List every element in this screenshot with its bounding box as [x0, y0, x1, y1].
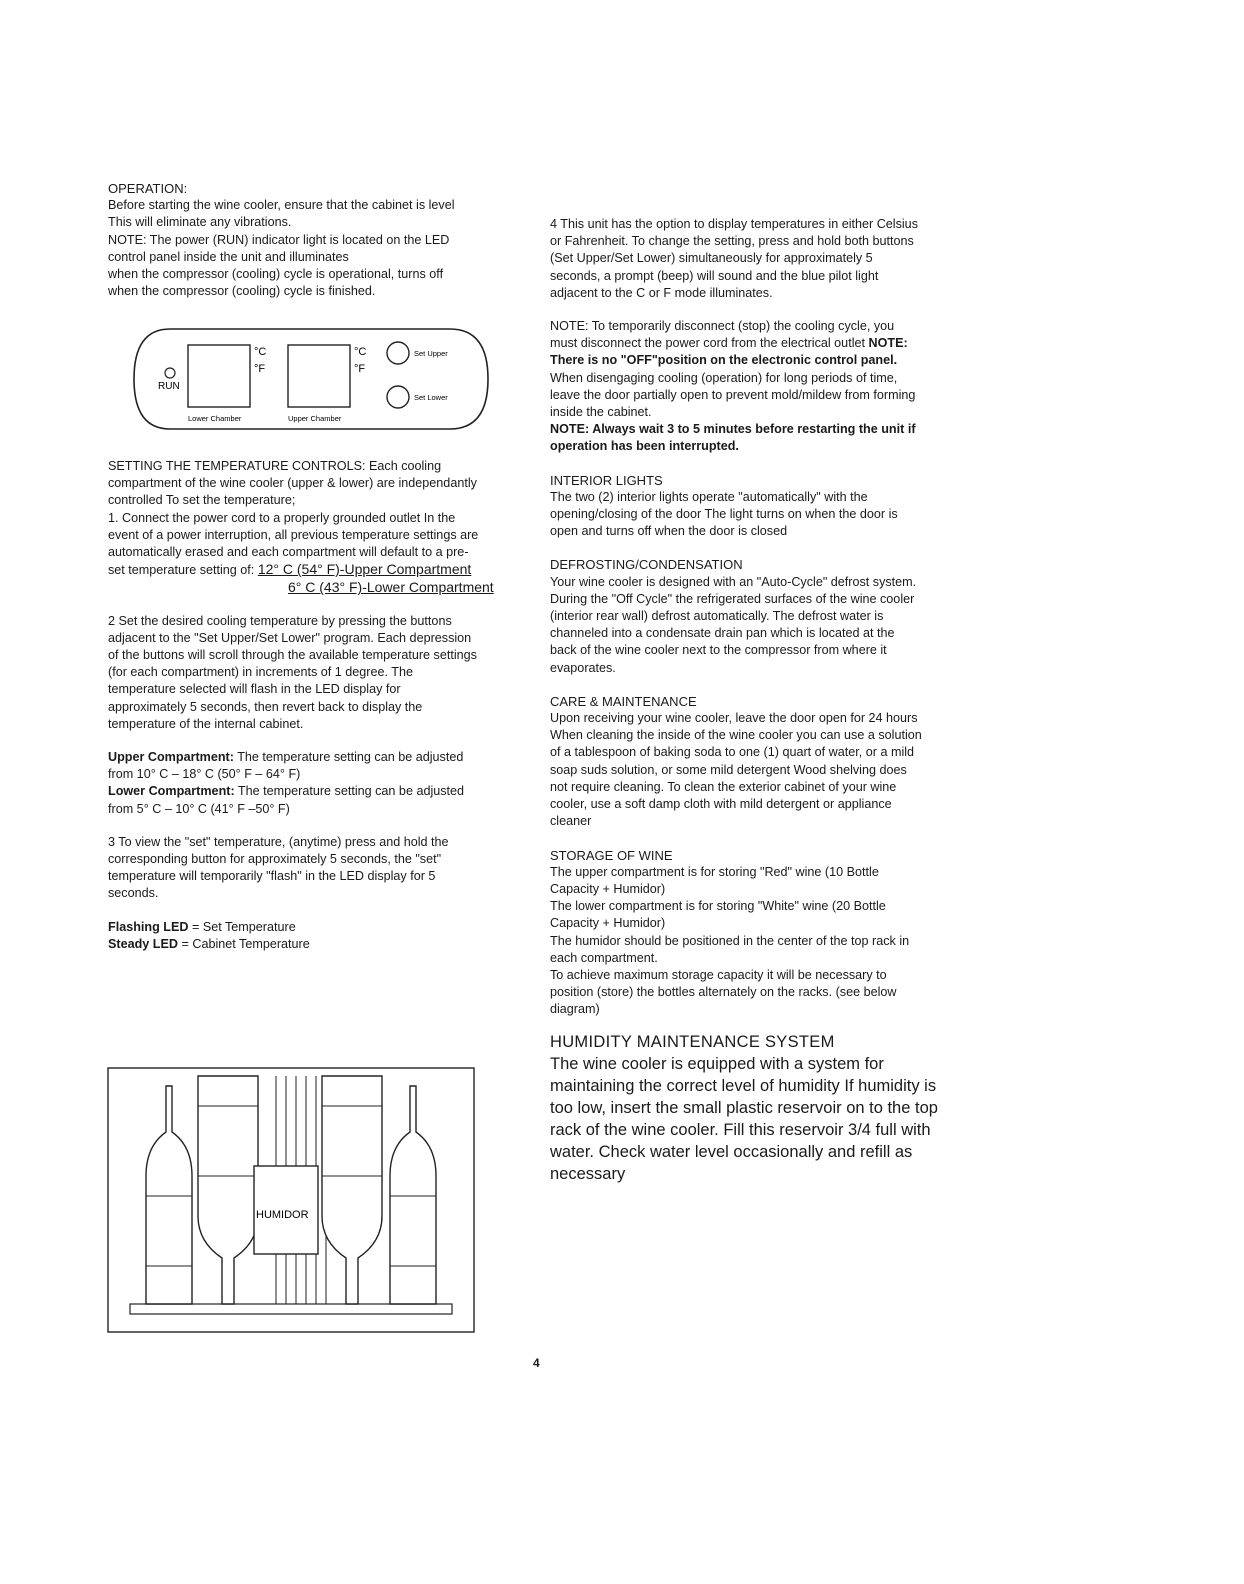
page-number: 4: [533, 1356, 540, 1370]
interior-line: The two (2) interior lights operate "automatically" with the: [550, 489, 868, 504]
storage-line: diagram): [550, 1002, 600, 1017]
upper-compartment-range: from 10° C – 18° C (50° F – 64° F): [108, 767, 301, 782]
step4-line: or Fahrenheit. To change the setting, press and hold both buttons: [550, 234, 914, 249]
set-upper-button-icon: [387, 342, 409, 364]
storage-line: position (store) the bottles alternately on the racks. (see below: [550, 985, 897, 1000]
humidity-line: rack of the wine cooler. Fill this reservoir 3/4 full with: [550, 1120, 931, 1139]
wine-rack-diagram: [106, 1066, 476, 1336]
operation-heading: OPERATION:: [108, 181, 188, 196]
step3-line: seconds.: [108, 886, 159, 901]
storage-line: Capacity + Humidor): [550, 881, 666, 896]
note-label: NOTE:: [865, 336, 908, 351]
storage-line: To achieve maximum storage capacity it will be necessary to: [550, 967, 887, 982]
storage-heading: STORAGE OF WINE: [550, 847, 673, 863]
humidity-line: The wine cooler is equipped with a system for: [550, 1054, 884, 1073]
interior-heading: INTERIOR LIGHTS: [550, 472, 663, 488]
flashing-led-label: Flashing LED: [108, 919, 189, 934]
interior-line: opening/closing of the door The light turns on when the door is: [550, 507, 898, 522]
care-line: of a tablespoon of baking soda to one (1) quart of water, or a mild: [550, 745, 915, 760]
care-heading: CARE & MAINTENANCE: [550, 693, 697, 709]
storage-line: The humidor should be positioned in the center of the top rack in: [550, 933, 910, 948]
right-column: [550, 216, 980, 1185]
operation-line: when the compressor (cooling) cycle is operational, turns off: [108, 267, 444, 282]
note-wait: operation has been interrupted.: [550, 439, 739, 454]
humidity-heading: HUMIDITY MAINTENANCE SYSTEM: [550, 1032, 835, 1051]
lower-compartment-text: The temperature setting can be adjusted: [234, 784, 465, 799]
setting-line: SETTING THE TEMPERATURE CONTROLS: Each cooling: [108, 459, 442, 473]
rack-shelf: [130, 1304, 452, 1314]
step2-line: adjacent to the "Set Upper/Set Lower" program. Each depression: [108, 630, 472, 645]
operation-line: NOTE: The power (RUN) indicator light is located on the LED: [108, 232, 450, 247]
humidity-line: water. Check water level occasionally and refill as: [550, 1142, 913, 1161]
set-upper-label: Set Upper: [414, 349, 448, 358]
lower-chamber-display: [188, 345, 250, 407]
defrost-line: evaporates.: [550, 660, 616, 675]
setting-line: controlled To set the temperature;: [108, 493, 296, 508]
control-panel-diagram: [130, 325, 492, 433]
note-text: must disconnect the power cord from the electrical outlet: [550, 336, 865, 351]
setting-line: 1. Connect the power cord to a properly grounded outlet In the: [108, 510, 456, 525]
set-lower-label: Set Lower: [414, 393, 448, 402]
bottle-upright-right: [390, 1086, 436, 1304]
upper-compartment-text: The temperature setting can be adjusted: [233, 750, 464, 765]
bottle-upright-left: [146, 1086, 192, 1304]
setting-line: automatically erased and each compartment will default to a pre-: [108, 545, 469, 560]
humidity-line: necessary: [550, 1164, 626, 1183]
interior-line: open and turns off when the door is closed: [550, 524, 788, 539]
humidity-line: maintaining the correct level of humidity If humidity is: [550, 1076, 937, 1095]
step4-line: 4 This unit has the option to display temperatures in either Celsius: [550, 217, 918, 231]
storage-line: The lower compartment is for storing "White" wine (20 Bottle: [550, 899, 886, 914]
storage-line: each compartment.: [550, 950, 658, 965]
defrost-line: back of the wine cooler next to the compressor from where it: [550, 643, 887, 658]
setting-line: compartment of the wine cooler (upper & lower) are independantly: [108, 476, 477, 491]
step3-line: 3 To view the "set" temperature, (anytime) press and hold the: [108, 834, 449, 849]
step4-line: adjacent to the C or F mode illuminates.: [550, 285, 773, 300]
care-line: When cleaning the inside of the wine cooler you can use a solution: [550, 728, 922, 743]
note-line: [550, 335, 980, 352]
preset-lower: 6° C (43° F)-Lower Compartment: [288, 579, 494, 596]
preset-upper-line: [108, 561, 513, 579]
set-lower-button-icon: [387, 386, 409, 408]
upper-chamber-display: [288, 345, 350, 407]
step3-line: temperature will temporarily "flash" in the LED display for 5: [108, 869, 436, 884]
lower-chamber-label: Lower Chamber: [188, 414, 242, 423]
operation-line: This will eliminate any vibrations.: [108, 215, 292, 230]
note-line: NOTE: To temporarily disconnect (stop) the cooling cycle, you: [550, 319, 895, 334]
storage-line: The upper compartment is for storing "Red" wine (10 Bottle: [550, 864, 879, 879]
note-wait: NOTE: Always wait 3 to 5 minutes before restarting the unit if: [550, 422, 916, 437]
defrost-line: channeled into a condensate drain pan which is located at the: [550, 626, 895, 641]
defrost-line: Your wine cooler is designed with an "Auto-Cycle" defrost system.: [550, 574, 917, 589]
operation-section: [108, 180, 513, 300]
note-line: leave the door partially open to prevent mold/mildew from forming: [550, 387, 916, 402]
upper-chamber-label: Upper Chamber: [288, 414, 342, 423]
care-line: Upon receiving your wine cooler, leave the door open for 24 hours: [550, 711, 918, 726]
defrost-heading: DEFROSTING/CONDENSATION: [550, 557, 743, 573]
note-off-position: There is no "OFF"position on the electronic control panel.: [550, 353, 898, 368]
step3-line: corresponding button for approximately 5 seconds, the "set": [108, 852, 442, 867]
bottle-inverted-right: [322, 1076, 382, 1304]
defrost-line: During the "Off Cycle" the refrigerated surfaces of the wine cooler: [550, 591, 915, 606]
step2-line: approximately 5 seconds, then revert back to display the: [108, 699, 423, 714]
step2-line: (for each compartment) in increments of 1 degree. The: [108, 665, 413, 680]
care-line: soap suds solution, or some mild detergent Wood shelving does: [550, 762, 907, 777]
operation-line: Before starting the wine cooler, ensure that the cabinet is level: [108, 198, 455, 213]
steady-led-line: [108, 936, 513, 953]
care-line: cleaner: [550, 814, 592, 829]
lower-compartment-label: Lower Compartment:: [108, 784, 235, 799]
operation-line: when the compressor (cooling) cycle is finished.: [108, 284, 376, 299]
step4-line: (Set Upper/Set Lower) simultaneously for approximately 5: [550, 251, 873, 266]
humidor-label: HUMIDOR: [256, 1209, 309, 1221]
run-indicator-icon: [165, 368, 175, 378]
lower-c-label: °C: [254, 346, 267, 358]
note-line: inside the cabinet.: [550, 405, 652, 420]
lower-f-label: °F: [254, 363, 266, 375]
steady-led-label: Steady LED: [108, 936, 178, 951]
bottle-inverted-left: [198, 1076, 258, 1304]
setting-line: event of a power interruption, all previous temperature settings are: [108, 527, 479, 542]
defrost-line: (interior rear wall) defrost automatically. The defrost water is: [550, 609, 884, 624]
step2-line: of the buttons will scroll through the available temperature settings: [108, 648, 477, 663]
setting-section: [108, 458, 513, 953]
preset-upper: 12° C (54° F)-Upper Compartment: [257, 561, 472, 578]
care-line: cooler, use a soft damp cloth with mild detergent or appliance: [550, 797, 892, 812]
lower-compartment-line: [108, 783, 513, 800]
step4-line: seconds, a prompt (beep) will sound and the blue pilot light: [550, 268, 879, 283]
step2-line: 2 Set the desired cooling temperature by pressing the buttons: [108, 613, 452, 628]
storage-line: Capacity + Humidor): [550, 916, 666, 931]
step2-line: temperature of the internal cabinet.: [108, 716, 304, 731]
upper-f-label: °F: [354, 363, 366, 375]
upper-compartment-line: [108, 749, 513, 766]
preset-prefix: set temperature setting of:: [108, 563, 258, 578]
lower-compartment-range: from 5° C – 10° C (41° F –50° F): [108, 801, 290, 816]
upper-c-label: °C: [354, 346, 367, 358]
note-line: When disengaging cooling (operation) for long periods of time,: [550, 370, 898, 385]
step2-line: temperature selected will flash in the LED display for: [108, 682, 401, 697]
upper-compartment-label: Upper Compartment:: [108, 750, 234, 765]
run-label: RUN: [158, 381, 180, 392]
steady-led-text: = Cabinet Temperature: [178, 936, 310, 951]
flashing-led-line: [108, 919, 513, 936]
operation-line: control panel inside the unit and illuminates: [108, 249, 349, 264]
humidity-line: too low, insert the small plastic reservoir on to the top: [550, 1098, 938, 1117]
care-line: not require cleaning. To clean the exterior cabinet of your wine: [550, 779, 897, 794]
flashing-led-text: = Set Temperature: [188, 919, 296, 934]
